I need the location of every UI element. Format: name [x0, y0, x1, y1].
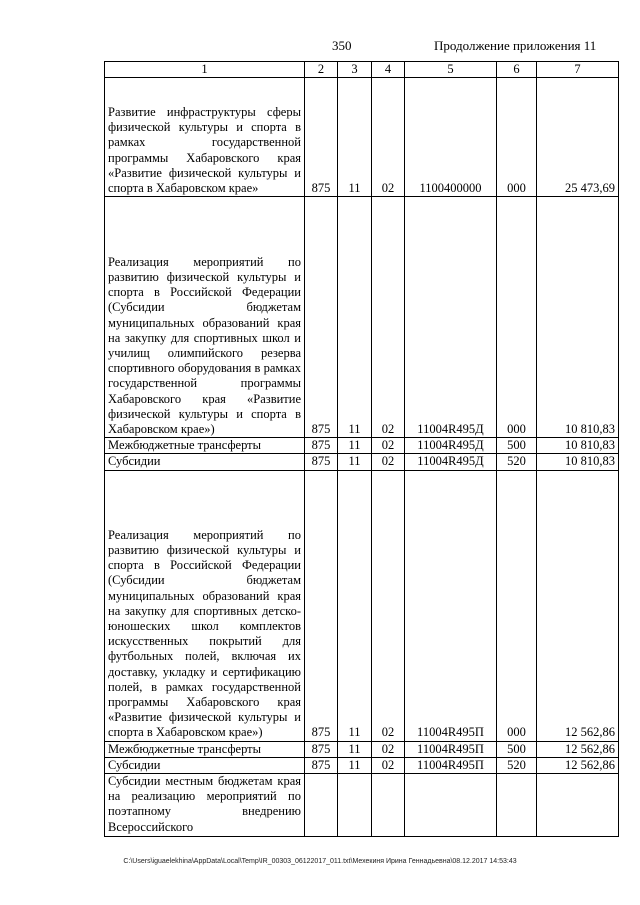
cell-expense-type: 000 [497, 470, 537, 741]
column-header: 6 [497, 62, 537, 78]
cell-section: 11 [338, 470, 372, 741]
cell-admin: 875 [305, 454, 338, 470]
continuation-label: Продолжение приложения 11 [434, 38, 597, 53]
cell-amount: 12 562,86 [537, 470, 619, 741]
table-header-row [105, 62, 619, 78]
cell-target: 1100400000 [405, 78, 497, 197]
table-row [105, 78, 619, 197]
cell-expense-type [497, 774, 537, 837]
cell-section: 11 [338, 78, 372, 197]
cell-amount [537, 774, 619, 837]
cell-expense-type: 000 [497, 78, 537, 197]
table-row [105, 774, 619, 837]
cell-section: 11 [338, 197, 372, 438]
cell-admin: 875 [305, 438, 338, 454]
column-header: 5 [405, 62, 497, 78]
cell-admin: 875 [305, 197, 338, 438]
cell-admin [305, 774, 338, 837]
row-name: Межбюджетные трансферты [105, 438, 305, 454]
table-row [105, 438, 619, 454]
cell-target: 11004R495Д [405, 438, 497, 454]
cell-admin: 875 [305, 78, 338, 197]
cell-expense-type: 000 [497, 197, 537, 438]
file-path-footer: C:\Users\iguaelekhina\AppData\Local\Temp\IR_00303_06122017_011.txt\Мехекиня Ирина Геннадьевна\08.12.2017 14:53:43 [123, 858, 517, 865]
page-number: 350 [332, 38, 352, 53]
column-header: 7 [537, 62, 619, 78]
cell-subsection [372, 774, 405, 837]
row-name: Реализация мероприятий по развитию физической культуры и спорта в Российской Федерации (Субсидии бюджетам муниципальных образований края на закупку для спортивных школ и училищ олимпийского резерва спортивного оборудования в рамках государственной программы Хабаровского края «Развитие физической культуры и спорта в Хабаровском крае») [105, 197, 305, 438]
cell-subsection: 02 [372, 470, 405, 741]
column-header: 1 [105, 62, 305, 78]
row-name: Межбюджетные трансферты [105, 741, 305, 757]
table-row [105, 454, 619, 470]
column-header: 4 [372, 62, 405, 78]
cell-target: 11004R495П [405, 757, 497, 773]
cell-section [338, 774, 372, 837]
cell-amount: 12 562,86 [537, 757, 619, 773]
cell-target: 11004R495Д [405, 454, 497, 470]
table-row [105, 757, 619, 773]
cell-subsection: 02 [372, 454, 405, 470]
cell-amount: 10 810,83 [537, 454, 619, 470]
cell-amount: 12 562,86 [537, 741, 619, 757]
cell-amount: 10 810,83 [537, 197, 619, 438]
cell-target [405, 774, 497, 837]
cell-subsection: 02 [372, 78, 405, 197]
cell-section: 11 [338, 438, 372, 454]
cell-expense-type: 520 [497, 454, 537, 470]
cell-section: 11 [338, 741, 372, 757]
page-header [0, 38, 640, 56]
cell-subsection: 02 [372, 741, 405, 757]
cell-subsection: 02 [372, 438, 405, 454]
row-name: Субсидии [105, 757, 305, 773]
cell-expense-type: 520 [497, 757, 537, 773]
cell-section: 11 [338, 454, 372, 470]
cell-target: 11004R495Д [405, 197, 497, 438]
row-name: Субсидии [105, 454, 305, 470]
cell-admin: 875 [305, 470, 338, 741]
row-name: Реализация мероприятий по развитию физической культуры и спорта в Российской Федерации (Субсидии бюджетам муниципальных образований края на закупку для спортивных детско-юношеских школ комплектов искусственных покрытий для футбольных полей, включая их доставку, укладку и сертификацию полей, в рамках государственной программы Хабаровского края «Развитие физической культуры и спорта в Хабаровском крае») [105, 470, 305, 741]
cell-subsection: 02 [372, 197, 405, 438]
cell-target: 11004R495П [405, 470, 497, 741]
cell-target: 11004R495П [405, 741, 497, 757]
cell-amount: 10 810,83 [537, 438, 619, 454]
table-row [105, 470, 619, 741]
cell-admin: 875 [305, 757, 338, 773]
column-header: 3 [338, 62, 372, 78]
cell-section: 11 [338, 757, 372, 773]
column-header: 2 [305, 62, 338, 78]
cell-subsection: 02 [372, 757, 405, 773]
cell-expense-type: 500 [497, 741, 537, 757]
cell-expense-type: 500 [497, 438, 537, 454]
table-row [105, 197, 619, 438]
budget-table [104, 61, 619, 837]
cell-amount: 25 473,69 [537, 78, 619, 197]
row-name: Субсидии местным бюджетам края на реализацию мероприятий по поэтапному внедрению Всероссийского [105, 774, 305, 837]
row-name: Развитие инфраструктуры сферы физической культуры и спорта в рамках государственной программы Хабаровского края «Развитие физической культуры и спорта в Хабаровском крае» [105, 78, 305, 197]
table-row [105, 741, 619, 757]
cell-admin: 875 [305, 741, 338, 757]
